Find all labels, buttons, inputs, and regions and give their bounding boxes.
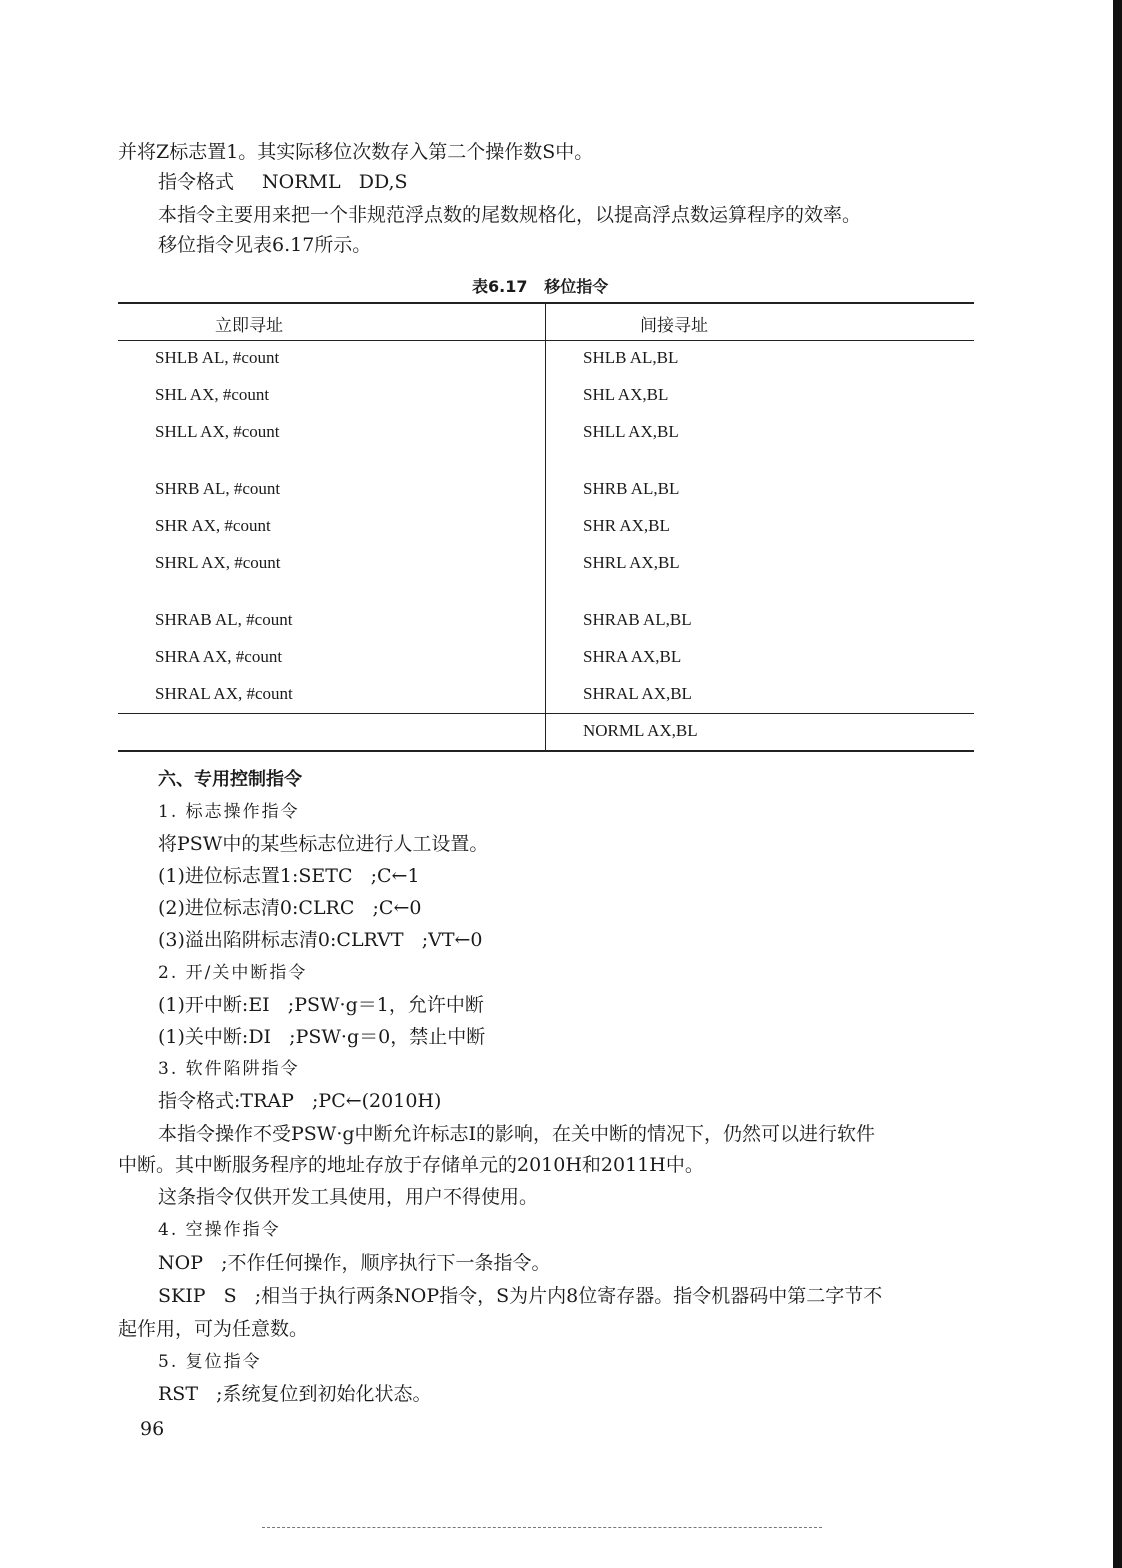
paragraph: SKIP S ;相当于执行两条NOP指令，S为片内8位寄存器。指令机器码中第二字节不 [158,1285,883,1307]
subsection-heading: 4. 空操作指令 [158,1220,281,1240]
section-title: 六、专用控制指令 [158,769,302,790]
paragraph: 将PSW中的某些标志位进行人工设置。 [158,833,489,855]
paragraph: 这条指令仅供开发工具使用，用户不得使用。 [158,1186,539,1208]
table-cell: SHRAB AL, #count [155,610,293,629]
paragraph: NOP ;不作任何操作，顺序执行下一条指令。 [158,1252,551,1274]
table-cell: SHRA AX,BL [583,647,682,666]
table-mid-rule [118,713,974,714]
list-item: (1)进位标志置1:SETC ;C←1 [158,865,420,887]
table-header-immediate: 立即寻址 [215,316,283,336]
paragraph: 中断。其中断服务程序的地址存放于存储单元的2010H和2011H中。 [118,1154,704,1176]
table-top-rule [118,302,974,304]
table-cell: SHL AX,BL [583,385,669,404]
table-header-indirect: 间接寻址 [640,316,708,336]
table-cell: SHLL AX,BL [583,422,679,441]
format-label: 指令格式 [158,171,235,193]
intro-line-3: 本指令主要用来把一个非规范浮点数的尾数规格化，以提高浮点数运算程序的效率。 [158,204,862,226]
table-caption: 表6.17 移位指令 [472,277,609,296]
table-header-rule [118,340,974,341]
intro-line-4: 移位指令见表6.17所示。 [158,234,372,256]
table-cell: SHR AX,BL [583,516,670,535]
paragraph: 起作用，可为任意数。 [118,1318,309,1340]
format-code: NORML DD,S [262,171,408,193]
table-cell: SHRA AX, #count [155,647,283,666]
table-cell: SHRAL AX,BL [583,684,692,703]
table-cell: SHLB AL, #count [155,348,280,367]
table-cell: SHRAB AL,BL [583,610,692,629]
paragraph: RST ;系统复位到初始化状态。 [158,1383,432,1405]
table-bottom-rule [118,750,974,752]
table-cell: SHRL AX, #count [155,553,281,572]
intro-line-1: 并将Z标志置1。其实际移位次数存入第二个操作数S中。 [118,141,594,163]
subsection-heading: 2. 开/关中断指令 [158,963,308,983]
subsection-heading: 1. 标志操作指令 [158,802,300,822]
page-number: 96 [140,1418,165,1440]
table-cell: SHLB AL,BL [583,348,679,367]
subsection-heading: 5. 复位指令 [158,1352,262,1372]
table-cell: SHL AX, #count [155,385,270,404]
table-cell: SHRB AL,BL [583,479,680,498]
scan-noise-line [262,1527,822,1528]
table-cell: SHRB AL, #count [155,479,281,498]
subsection-heading: 3. 软件陷阱指令 [158,1059,300,1079]
format-line [158,170,408,194]
list-item: (1)关中断:DI ;PSW·g＝0，禁止中断 [158,1026,486,1048]
list-item: (3)溢出陷阱标志清0:CLRVT ;VT←0 [158,929,483,951]
paragraph: 指令格式:TRAP ;PC←(2010H) [158,1090,442,1112]
paragraph: 本指令操作不受PSW·g中断允许标志I的影响，在关中断的情况下，仍然可以进行软件 [158,1123,876,1145]
table-cell: SHLL AX, #count [155,422,280,441]
list-item: (2)进位标志清0:CLRC ;C←0 [158,897,422,919]
scan-edge [1113,0,1122,1568]
table-column-divider [545,302,546,752]
table-cell: NORML AX,BL [583,721,698,740]
table-cell: SHRAL AX, #count [155,684,293,703]
table-cell: SHR AX, #count [155,516,271,535]
table-cell: SHRL AX,BL [583,553,680,572]
list-item: (1)开中断:EI ;PSW·g＝1，允许中断 [158,994,484,1016]
